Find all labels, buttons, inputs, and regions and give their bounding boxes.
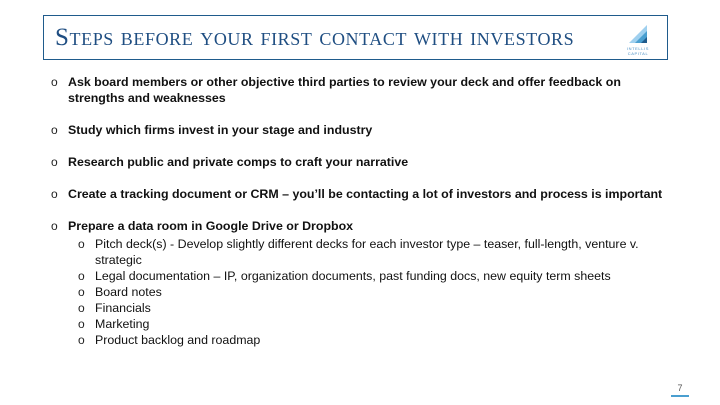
sub-bullet-item <box>78 300 666 316</box>
sub-bullet-item <box>78 236 666 268</box>
bullet-marker: o <box>51 187 58 201</box>
bullet-list <box>51 74 666 348</box>
sub-bullet-list <box>78 236 666 348</box>
page-number: 7 <box>677 383 683 393</box>
bullet-item <box>51 74 666 106</box>
bullet-item <box>51 186 666 202</box>
bullet-marker: o <box>78 269 85 283</box>
sub-bullet-item <box>78 284 666 300</box>
bullet-marker: o <box>78 237 85 251</box>
bullet-marker: o <box>78 301 85 315</box>
bullet-item <box>51 154 666 170</box>
sub-bullet-item <box>78 268 666 284</box>
bullet-text: Prepare a data room in Google Drive or Dropbox <box>68 219 354 233</box>
company-logo <box>619 19 657 57</box>
page-number-underline <box>671 395 689 397</box>
title-box <box>43 15 668 60</box>
sub-bullet-text: Pitch deck(s) - Develop slightly different decks for each investor type – teaser, full-length, venture v. strategic <box>95 237 639 267</box>
bullet-text: Create a tracking document or CRM – you’ll be contacting a lot of investors and process is important <box>68 187 663 201</box>
sub-bullet-text: Product backlog and roadmap <box>95 333 261 347</box>
slide-title: Steps before your first contact with investors <box>55 24 575 51</box>
bullet-item <box>51 122 666 138</box>
bullet-text: Ask board members or other objective third parties to review your deck and offer feedback on strengths and weaknesses <box>68 75 621 105</box>
bullet-marker: o <box>51 75 58 89</box>
sub-bullet-text: Board notes <box>95 285 162 299</box>
sub-bullet-item <box>78 332 666 348</box>
bullet-marker: o <box>78 317 85 331</box>
sub-bullet-text: Financials <box>95 301 151 315</box>
bullet-marker: o <box>78 333 85 347</box>
bullet-marker: o <box>51 123 58 137</box>
bullet-marker: o <box>51 219 58 233</box>
sub-bullet-text: Marketing <box>95 317 150 331</box>
logo-text-line2: CAPITAL <box>627 51 649 56</box>
bullet-marker: o <box>78 285 85 299</box>
logo-text-line1: INTELLIS <box>626 46 650 51</box>
bullet-text: Research public and private comps to craft your narrative <box>68 155 409 169</box>
sub-bullet-item <box>78 316 666 332</box>
bullet-item <box>51 218 666 234</box>
bullet-marker: o <box>51 155 58 169</box>
sub-bullet-text: Legal documentation – IP, organization documents, past funding docs, new equity term sheets <box>95 269 611 283</box>
bullet-text: Study which firms invest in your stage and industry <box>68 123 373 137</box>
